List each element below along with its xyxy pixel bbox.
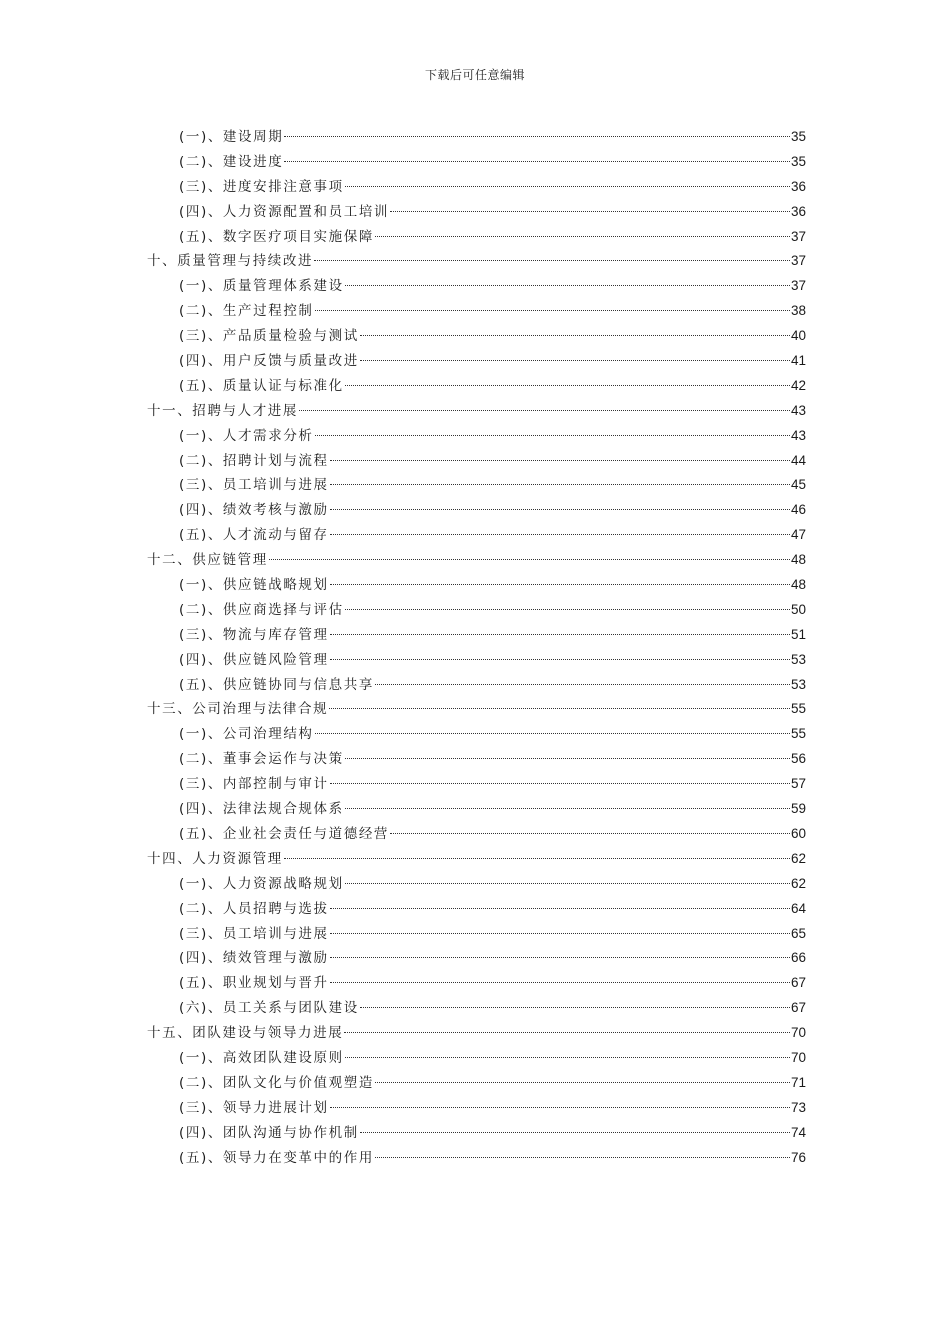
toc-section-entry[interactable] xyxy=(147,573,806,598)
toc-leader-dots xyxy=(344,1032,790,1033)
toc-entry-title: (四)、绩效管理与激励 xyxy=(179,950,329,967)
toc-entry-title: 十、质量管理与持续改进 xyxy=(147,253,314,270)
toc-page-number: 53 xyxy=(790,651,806,667)
toc-leader-dots xyxy=(330,783,790,784)
toc-page-number: 56 xyxy=(790,751,806,767)
toc-leader-dots xyxy=(330,534,790,535)
toc-page-number: 55 xyxy=(790,701,806,717)
toc-page-number: 47 xyxy=(790,527,806,543)
toc-entry-title: (三)、员工培训与进展 xyxy=(179,925,329,942)
toc-page-number: 62 xyxy=(790,875,806,891)
toc-page-number: 67 xyxy=(790,975,806,991)
toc-section-entry[interactable] xyxy=(147,996,806,1021)
toc-page-number: 59 xyxy=(790,801,806,817)
toc-entry-title: (四)、用户反馈与质量改进 xyxy=(179,353,359,370)
toc-entry-title: (五)、领导力在变革中的作用 xyxy=(179,1149,374,1166)
toc-section-entry[interactable] xyxy=(147,125,806,150)
toc-leader-dots xyxy=(375,1157,790,1158)
toc-entry-title: (二)、供应商选择与评估 xyxy=(179,601,344,618)
toc-page-number: 70 xyxy=(790,1025,806,1041)
toc-leader-dots xyxy=(330,1107,790,1108)
toc-section-entry[interactable] xyxy=(147,722,806,747)
toc-leader-dots xyxy=(360,360,790,361)
toc-entry-title: (一)、质量管理体系建设 xyxy=(179,278,344,295)
toc-entry-title: (三)、物流与库存管理 xyxy=(179,626,329,643)
toc-leader-dots xyxy=(375,684,790,685)
toc-leader-dots xyxy=(345,385,790,386)
toc-leader-dots xyxy=(284,136,790,137)
toc-entry-title: (五)、质量认证与标准化 xyxy=(179,377,344,394)
toc-page-number: 74 xyxy=(790,1124,806,1140)
toc-leader-dots xyxy=(345,808,790,809)
toc-entry-title: (一)、公司治理结构 xyxy=(179,726,314,743)
toc-leader-dots xyxy=(330,982,790,983)
toc-leader-dots xyxy=(330,659,790,660)
toc-section-entry[interactable] xyxy=(147,673,806,698)
toc-entry-title: (五)、职业规划与晋升 xyxy=(179,975,329,992)
toc-leader-dots xyxy=(315,435,790,436)
toc-entry-title: 十二、供应链管理 xyxy=(147,552,268,569)
toc-page-number: 53 xyxy=(790,676,806,692)
toc-leader-dots xyxy=(330,908,790,909)
toc-page-number: 50 xyxy=(790,601,806,617)
toc-leader-dots xyxy=(390,211,790,212)
toc-leader-dots xyxy=(314,260,790,261)
toc-entry-title: (三)、产品质量检验与测试 xyxy=(179,328,359,345)
toc-section-entry[interactable] xyxy=(147,772,806,797)
toc-page-number: 40 xyxy=(790,328,806,344)
toc-page-number: 48 xyxy=(790,552,806,568)
toc-entry-title: (四)、供应链风险管理 xyxy=(179,651,329,668)
toc-leader-dots xyxy=(360,1132,790,1133)
page-header: 下载后可任意编辑 xyxy=(424,68,525,82)
toc-section-entry[interactable] xyxy=(147,1121,806,1146)
toc-entry-title: (三)、领导力进展计划 xyxy=(179,1099,329,1116)
toc-entry-title: (二)、生产过程控制 xyxy=(179,303,314,320)
toc-page-number: 57 xyxy=(790,776,806,792)
toc-page-number: 67 xyxy=(790,1000,806,1016)
toc-leader-dots xyxy=(284,161,790,162)
toc-leader-dots xyxy=(330,584,790,585)
toc-leader-dots xyxy=(360,1007,790,1008)
toc-section-entry[interactable] xyxy=(147,971,806,996)
toc-section-entry[interactable] xyxy=(147,822,806,847)
toc-leader-dots xyxy=(345,186,790,187)
toc-leader-dots xyxy=(330,484,790,485)
toc-section-entry[interactable] xyxy=(147,324,806,349)
toc-section-entry[interactable] xyxy=(147,274,806,299)
toc-page-number: 41 xyxy=(790,353,806,369)
toc-page-number: 38 xyxy=(790,303,806,319)
toc-page-number: 43 xyxy=(790,402,806,418)
toc-leader-dots xyxy=(330,933,790,934)
toc-section-entry[interactable] xyxy=(147,498,806,523)
toc-leader-dots xyxy=(345,1057,790,1058)
toc-entry-title: (一)、供应链战略规划 xyxy=(179,577,329,594)
toc-section-entry[interactable] xyxy=(147,1146,806,1171)
toc-section-entry[interactable] xyxy=(147,299,806,324)
toc-leader-dots xyxy=(330,957,790,958)
toc-entry-title: (四)、法律法规合规体系 xyxy=(179,801,344,818)
toc-leader-dots xyxy=(345,883,790,884)
toc-page-number: 37 xyxy=(790,278,806,294)
toc-entry-title: (一)、建设周期 xyxy=(179,129,284,145)
toc-page-number: 64 xyxy=(790,900,806,916)
toc-page-number: 55 xyxy=(790,726,806,742)
toc-page-number: 35 xyxy=(790,153,806,169)
toc-page-number: 36 xyxy=(790,178,806,194)
toc-leader-dots xyxy=(315,310,790,311)
toc-section-entry[interactable] xyxy=(147,623,806,648)
toc-page-number: 48 xyxy=(790,577,806,593)
toc-leader-dots xyxy=(375,1082,790,1083)
toc-entry-title: 十五、团队建设与领导力进展 xyxy=(147,1025,344,1042)
toc-section-entry[interactable] xyxy=(147,200,806,225)
toc-entry-title: (四)、团队沟通与协作机制 xyxy=(179,1124,359,1141)
toc-section-entry[interactable] xyxy=(147,150,806,175)
toc-chapter-entry[interactable] xyxy=(147,1021,806,1046)
toc-leader-dots xyxy=(390,833,790,834)
toc-page-number: 35 xyxy=(790,129,806,144)
toc-entry-title: (三)、内部控制与审计 xyxy=(179,776,329,793)
toc-entry-title: (二)、人员招聘与选拔 xyxy=(179,900,329,917)
toc-leader-dots xyxy=(315,733,790,734)
toc-leader-dots xyxy=(329,708,790,709)
toc-page-number: 62 xyxy=(790,850,806,866)
toc-entry-title: (二)、董事会运作与决策 xyxy=(179,751,344,768)
toc-page-number: 42 xyxy=(790,377,806,393)
toc-page-number: 37 xyxy=(790,228,806,244)
table-of-contents xyxy=(147,125,806,1170)
toc-leader-dots xyxy=(360,335,790,336)
toc-page-number: 44 xyxy=(790,452,806,468)
toc-chapter-entry[interactable] xyxy=(147,399,806,424)
toc-chapter-entry[interactable] xyxy=(147,847,806,872)
toc-page-number: 73 xyxy=(790,1099,806,1115)
toc-section-entry[interactable] xyxy=(147,424,806,449)
toc-section-entry[interactable] xyxy=(147,747,806,772)
toc-entry-title: (五)、供应链协同与信息共享 xyxy=(179,676,374,693)
toc-section-entry[interactable] xyxy=(147,175,806,200)
toc-entry-title: (五)、人才流动与留存 xyxy=(179,527,329,544)
toc-entry-title: (五)、数字医疗项目实施保障 xyxy=(179,228,374,245)
toc-page-number: 46 xyxy=(790,502,806,518)
toc-leader-dots xyxy=(345,609,790,610)
toc-section-entry[interactable] xyxy=(147,598,806,623)
toc-page-number: 66 xyxy=(790,950,806,966)
toc-page-number: 51 xyxy=(790,626,806,642)
toc-section-entry[interactable] xyxy=(147,374,806,399)
toc-entry-title: (五)、企业社会责任与道德经营 xyxy=(179,825,390,842)
toc-section-entry[interactable] xyxy=(147,473,806,498)
toc-leader-dots xyxy=(375,236,790,237)
toc-page-number: 60 xyxy=(790,825,806,841)
toc-page-number: 43 xyxy=(790,427,806,443)
toc-entry-title: (二)、团队文化与价值观塑造 xyxy=(179,1074,374,1091)
toc-entry-title: (三)、员工培训与进展 xyxy=(179,477,329,494)
toc-section-entry[interactable] xyxy=(147,1071,806,1096)
toc-entry-title: (二)、建设进度 xyxy=(179,153,284,170)
toc-entry-title: (二)、招聘计划与流程 xyxy=(179,452,329,469)
toc-page-number: 70 xyxy=(790,1049,806,1065)
toc-entry-title: (一)、高效团队建设原则 xyxy=(179,1049,344,1066)
toc-chapter-entry[interactable] xyxy=(147,697,806,722)
toc-page-number: 65 xyxy=(790,925,806,941)
toc-entry-title: (一)、人力资源战略规划 xyxy=(179,875,344,892)
toc-leader-dots xyxy=(330,460,790,461)
toc-entry-title: (六)、员工关系与团队建设 xyxy=(179,1000,359,1017)
toc-section-entry[interactable] xyxy=(147,922,806,947)
toc-section-entry[interactable] xyxy=(147,1046,806,1071)
toc-entry-title: (四)、人力资源配置和员工培训 xyxy=(179,203,390,220)
toc-leader-dots xyxy=(330,509,790,510)
toc-leader-dots xyxy=(345,285,790,286)
toc-section-entry[interactable] xyxy=(147,1096,806,1121)
toc-page-number: 71 xyxy=(790,1074,806,1090)
toc-entry-title: (三)、进度安排注意事项 xyxy=(179,178,344,195)
toc-leader-dots xyxy=(345,758,790,759)
toc-section-entry[interactable] xyxy=(147,523,806,548)
toc-section-entry[interactable] xyxy=(147,897,806,922)
toc-entry-title: (四)、绩效考核与激励 xyxy=(179,502,329,519)
toc-entry-title: 十四、人力资源管理 xyxy=(147,850,283,867)
toc-entry-title: (一)、人才需求分析 xyxy=(179,427,314,444)
toc-leader-dots xyxy=(269,559,790,560)
toc-page-number: 36 xyxy=(790,203,806,219)
toc-page-number: 45 xyxy=(790,477,806,493)
toc-entry-title: 十三、公司治理与法律合规 xyxy=(147,701,329,718)
toc-page-number: 37 xyxy=(790,253,806,269)
toc-page-number: 76 xyxy=(790,1149,806,1165)
toc-leader-dots xyxy=(299,410,790,411)
toc-section-entry[interactable] xyxy=(147,797,806,822)
toc-leader-dots xyxy=(284,858,790,859)
toc-section-entry[interactable] xyxy=(147,946,806,971)
toc-entry-title: 十一、招聘与人才进展 xyxy=(147,402,298,419)
toc-section-entry[interactable] xyxy=(147,449,806,474)
toc-section-entry[interactable] xyxy=(147,872,806,897)
toc-section-entry[interactable] xyxy=(147,648,806,673)
toc-chapter-entry[interactable] xyxy=(147,249,806,274)
toc-section-entry[interactable] xyxy=(147,225,806,250)
toc-section-entry[interactable] xyxy=(147,349,806,374)
toc-leader-dots xyxy=(330,634,790,635)
toc-chapter-entry[interactable] xyxy=(147,548,806,573)
